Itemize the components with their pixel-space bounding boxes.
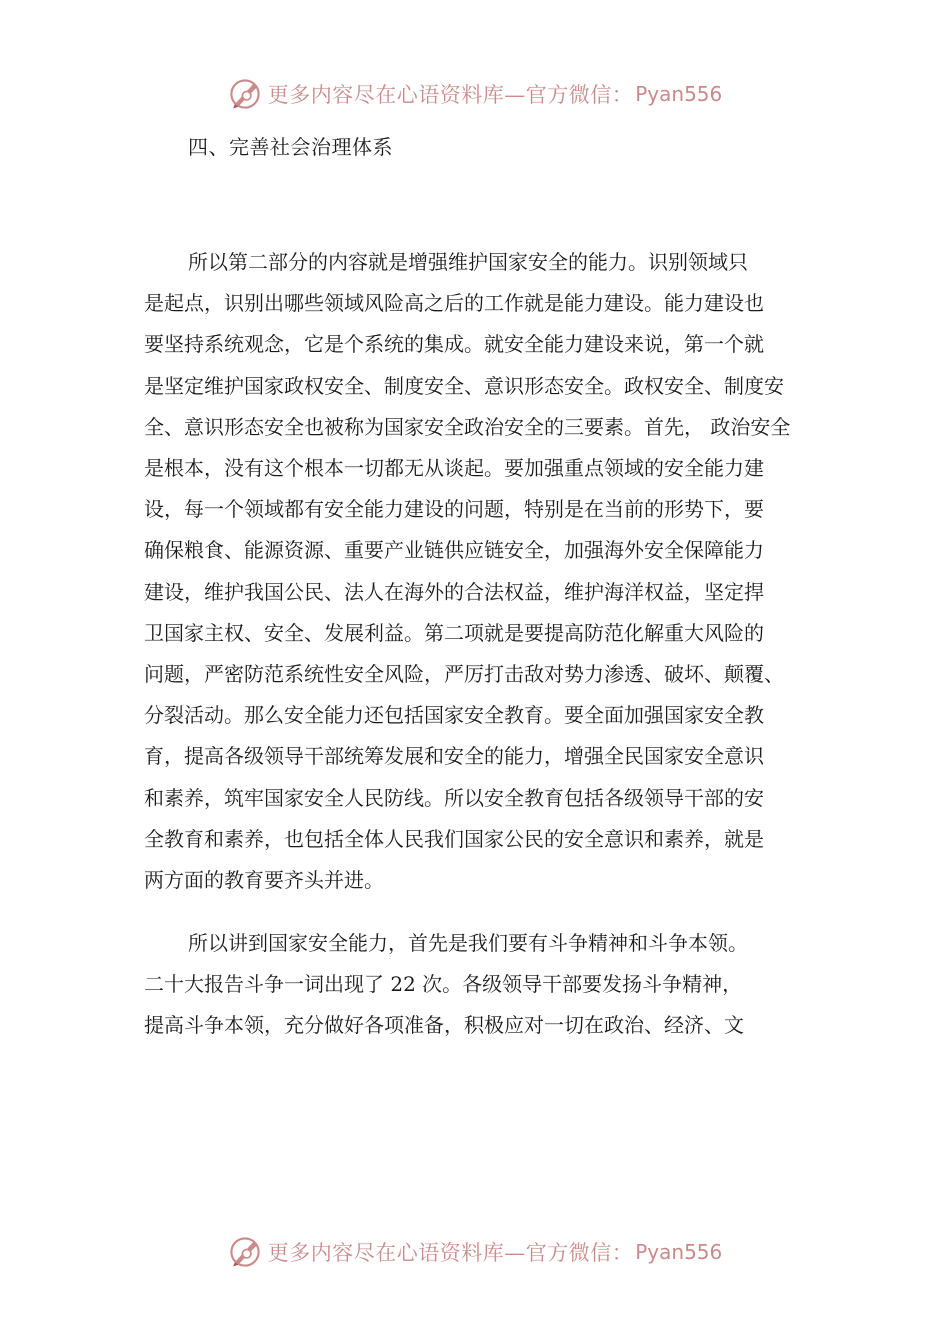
watermark-text: 更多内容尽在心语资料库—官方微信： (267, 83, 634, 107)
section-heading: 四、完善社会治理体系 (188, 135, 393, 159)
text-line: 全、意识形态安全也被称为国家安全政治安全的三要素。首先， 政治安全 (144, 414, 791, 439)
text-line: 建设，维护我国公民、法人在海外的合法权益，维护海洋权益，坚定捍 (144, 579, 764, 604)
text-line: 问题，严密防范系统性安全风险，严厉打击敌对势力渗透、破坏、颠覆、 (144, 662, 784, 687)
watermark-text: 更多内容尽在心语资料库—官方微信： (267, 1241, 634, 1265)
paragraph (144, 242, 822, 901)
watermark-header (0, 74, 950, 114)
text-line: 育，提高各级领导干部统筹发展和安全的能力，增强全民国家安全意识 (144, 744, 764, 769)
text-line: 全教育和素养，也包括全体人民我们国家公民的安全意识和素养，就是 (144, 826, 764, 851)
text-line: 要坚持系统观念，它是个系统的集成。就安全能力建设来说，第一个就 (144, 332, 764, 357)
text-line: 卫国家主权、安全、发展利益。第二项就是要提高防范化解重大风险的 (144, 620, 764, 645)
text-line: 二十大报告斗争一词出现了 22 次。各级领导干部要发扬斗争精神， (144, 972, 743, 997)
watermark-id: Pyan556 (635, 1240, 723, 1264)
text-line: 分裂活动。那么安全能力还包括国家安全教育。要全面加强国家安全教 (144, 703, 764, 728)
text-line: 提高斗争本领，充分做好各项准备，积极应对一切在政治、经济、文 (144, 1013, 744, 1038)
watermark-footer (0, 1232, 950, 1272)
text-line: 所以讲到国家安全能力，首先是我们要有斗争精神和斗争本领。 (188, 931, 748, 955)
text-line: 所以第二部分的内容就是增强维护国家安全的能力。识别领域只 (188, 250, 748, 274)
paragraph (144, 923, 822, 1047)
text-line: 是坚定维护国家政权安全、制度安全、意识形态安全。政权安全、制度安 (144, 373, 784, 398)
text-line: 确保粮食、能源资源、重要产业链供应链安全，加强海外安全保障能力 (144, 538, 764, 563)
text-line: 是根本，没有这个根本一切都无从谈起。要加强重点领域的安全能力建 (144, 456, 764, 481)
pen-logo-icon (228, 1235, 262, 1269)
text-line: 设，每一个领域都有安全能力建设的问题，特别是在当前的形势下，要 (144, 497, 764, 522)
text-line: 和素养，筑牢国家安全人民防线。所以安全教育包括各级领导干部的安 (144, 785, 764, 810)
text-line: 两方面的教育要齐头并进。 (144, 868, 384, 893)
text-line: 是起点，识别出哪些领域风险高之后的工作就是能力建设。能力建设也 (144, 291, 764, 316)
pen-logo-icon (228, 77, 262, 111)
watermark-id: Pyan556 (635, 82, 723, 106)
